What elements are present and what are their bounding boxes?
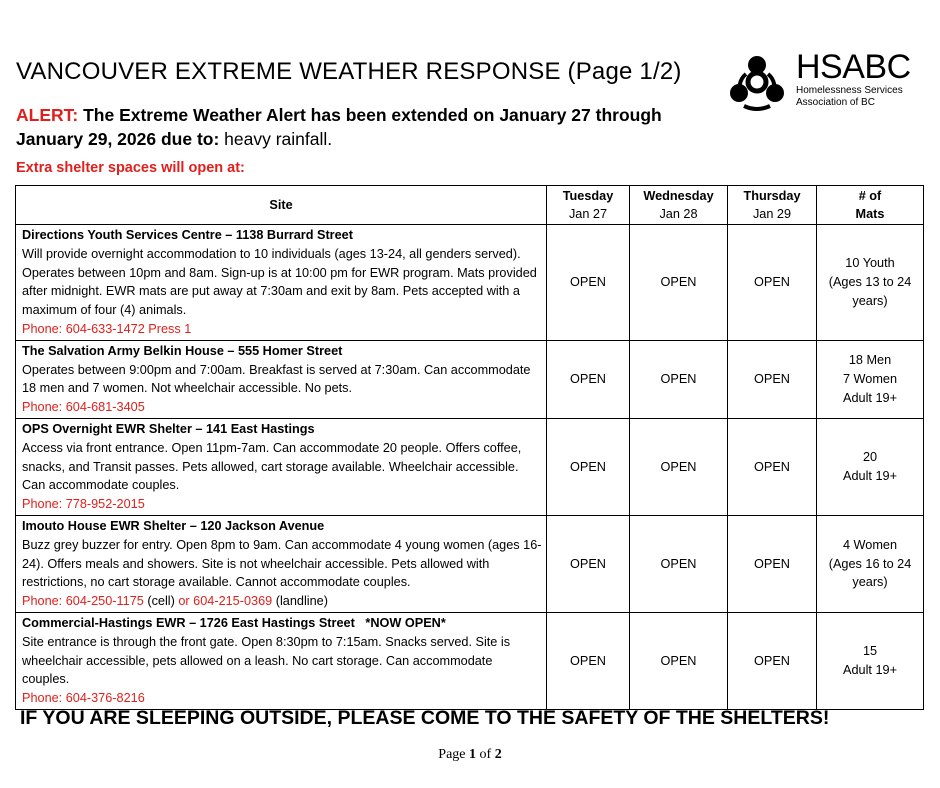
mats-line: years) [852, 575, 888, 590]
mats-cell [817, 418, 924, 515]
status-thursday: OPEN [728, 418, 817, 515]
status-wednesday: OPEN [630, 612, 728, 709]
table-header-row [16, 186, 924, 225]
mats-cell [817, 340, 924, 418]
status-tuesday: OPEN [547, 225, 630, 341]
day-date: Jan 29 [752, 207, 792, 221]
day-column-header [630, 186, 728, 225]
site-phone-landline-note: (landline) [275, 594, 328, 609]
logo-subtitle-line1: Homelessness Services [796, 85, 903, 96]
day-date: Jan 27 [568, 207, 608, 221]
site-name: Imouto House EWR Shelter – 120 Jackson Avenue [22, 518, 325, 533]
mats-line: 4 Women [842, 537, 898, 552]
page-total: 2 [494, 747, 502, 762]
mats-line: 7 Women [842, 371, 898, 386]
site-phone-cell: Phone: 604-250-1175 [22, 594, 144, 609]
mats-line: Adult 19+ [843, 662, 897, 677]
status-wednesday: OPEN [630, 418, 728, 515]
mats-column-header [817, 186, 924, 225]
site-phone-landline: or 604-215-0369 [178, 594, 273, 609]
mats-line: Adult 19+ [843, 390, 897, 405]
mats-cell [817, 612, 924, 709]
table-row [16, 515, 924, 612]
status-thursday: OPEN [728, 612, 817, 709]
site-phone: Phone: 604-633-1472 Press 1 [22, 321, 192, 336]
page-title: VANCOUVER EXTREME WEATHER RESPONSE (Page 1/2) [16, 58, 682, 85]
site-name: Directions Youth Services Centre – 1138 Burrard Street [22, 228, 353, 242]
shelter-table [15, 185, 924, 710]
page-middle: of [479, 747, 492, 762]
table-row [16, 418, 924, 515]
mats-line: (Ages 13 to 24 [828, 274, 912, 289]
page-current: 1 [469, 747, 477, 762]
site-phone: Phone: 604-681-3405 [22, 400, 145, 415]
mats-line: years) [852, 293, 888, 308]
status-thursday: OPEN [728, 225, 817, 341]
now-open-badge: *NOW OPEN* [365, 615, 446, 630]
mats-line: (Ages 16 to 24 [828, 556, 912, 571]
hsabc-logo-icon [724, 52, 790, 112]
site-phone: Phone: 604-376-8216 [22, 691, 145, 706]
site-cell [16, 418, 547, 515]
day-name: Thursday [743, 189, 801, 203]
site-column-header: Site [16, 186, 547, 225]
site-description: Operates between 9:00pm and 7:00am. Breakfast is served at 7:30am. Can accommodate 18 men and 7 women. Not wheelchair accessible. No pets. [22, 362, 531, 396]
status-wednesday: OPEN [630, 340, 728, 418]
site-name-text: Commercial-Hastings EWR – 1726 East Hastings Street [22, 615, 355, 630]
page-number [0, 747, 940, 763]
site-cell [16, 340, 547, 418]
site-cell [16, 612, 547, 709]
status-wednesday: OPEN [630, 515, 728, 612]
footer-message: IF YOU ARE SLEEPING OUTSIDE, PLEASE COME TO THE SAFETY OF THE SHELTERS! [20, 707, 830, 729]
mats-line: 10 Youth [845, 256, 895, 271]
status-tuesday: OPEN [547, 418, 630, 515]
site-cell [16, 225, 547, 341]
mats-cell [817, 225, 924, 341]
mats-line: 18 Men [848, 353, 892, 368]
day-name: Wednesday [643, 189, 714, 203]
site-description: Will provide overnight accommodation to 10 individuals (ages 13-24, all genders served). Operates between 10pm and 8am. Sign-up is at 10:00 pm for EWR program. Mats provided after midnight. EWR mats are put away at 7:30am and exit by 8am. Pets accepted with a maximum of four (4) animals. [22, 246, 537, 318]
table-row [16, 225, 924, 341]
table-row [16, 340, 924, 418]
day-column-header [728, 186, 817, 225]
alert-label: ALERT: [16, 105, 79, 125]
site-phone-cell-note: (cell) [147, 594, 175, 609]
alert-text: The Extreme Weather Alert has been extended on January 27 through January 29, 2026 due to: [16, 105, 662, 149]
mats-line: 15 [862, 644, 878, 659]
mats-line: Adult 19+ [843, 468, 897, 483]
site-phone: Phone: 778-952-2015 [22, 497, 145, 512]
status-thursday: OPEN [728, 515, 817, 612]
table-row [16, 612, 924, 709]
mats-header-line1: # of [858, 189, 882, 203]
mats-cell [817, 515, 924, 612]
status-tuesday: OPEN [547, 340, 630, 418]
day-column-header [547, 186, 630, 225]
alert-reason: heavy rainfall. [224, 129, 333, 149]
mats-header-line2: Mats [855, 207, 885, 221]
day-name: Tuesday [562, 189, 614, 203]
status-tuesday: OPEN [547, 515, 630, 612]
site-cell [16, 515, 547, 612]
mats-line: 20 [862, 450, 878, 465]
site-phone [22, 592, 542, 611]
alert-banner [16, 103, 716, 151]
logo-subtitle-line2: Association of BC [796, 97, 875, 108]
status-wednesday: OPEN [630, 225, 728, 341]
logo-name: HSABC [796, 48, 911, 86]
site-description: Site entrance is through the front gate. Open 8:30pm to 7:15am. Snacks served. Site is wheelchair accessible, pets allowed on a leash. No cart storage. Can accommodate couples. [22, 634, 511, 687]
site-name [22, 614, 542, 633]
extra-spaces-heading: Extra shelter spaces will open at: [16, 160, 245, 176]
site-description: Buzz grey buzzer for entry. Open 8pm to 9am. Can accommodate 4 young women (ages 16-24). Offers meals and showers. Site is not wheelchair accessible. Pets allowed with restrictions, no cart storage available. Cannot accommodate couples. [22, 537, 542, 590]
status-thursday: OPEN [728, 340, 817, 418]
page-prefix: Page [438, 747, 466, 762]
site-name: The Salvation Army Belkin House – 555 Homer Street [22, 343, 343, 358]
hsabc-logo [724, 48, 914, 112]
site-description: Access via front entrance. Open 11pm-7am. Can accommodate 20 people. Offers coffee, snacks, and Transit passes. Pets allowed, cart storage available. Wheelchair accessible. Can accommodate couples. [22, 440, 522, 493]
status-tuesday: OPEN [547, 612, 630, 709]
site-name: OPS Overnight EWR Shelter – 141 East Hastings [22, 421, 315, 436]
day-date: Jan 28 [659, 207, 698, 221]
